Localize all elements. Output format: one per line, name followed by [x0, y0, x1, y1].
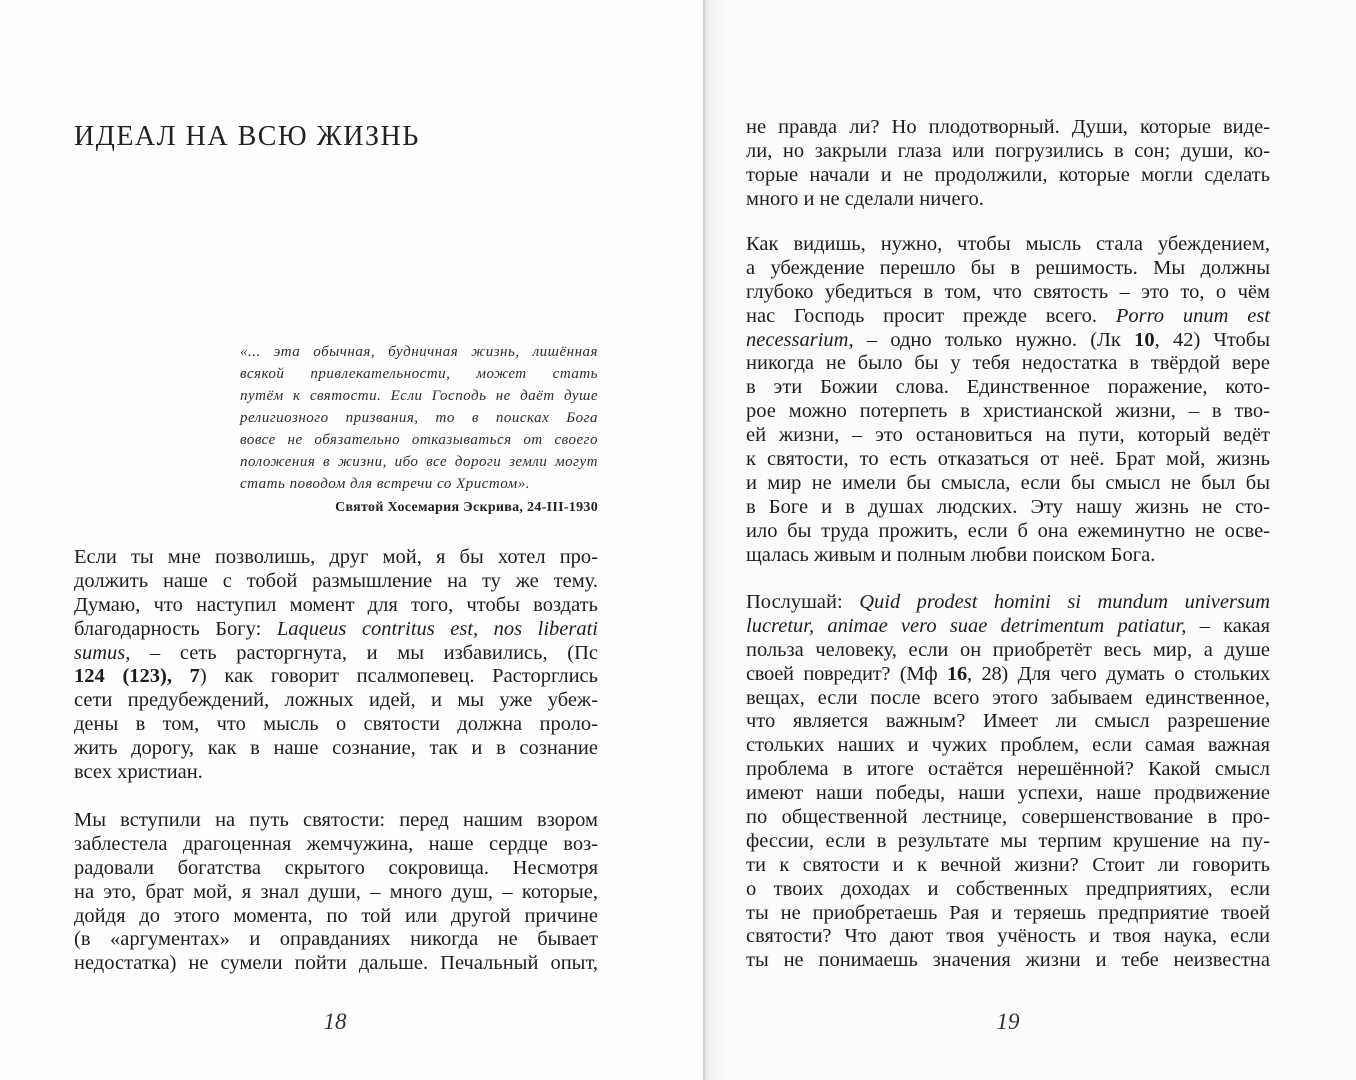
text-line: заблестела драгоценная жемчужина, наше сердце воз-: [74, 832, 598, 855]
epigraph-line: положения в жизни, ибо все дороги земли могут: [240, 454, 598, 470]
text-line: жить дорогу, как в наше сознание, так и в сознание: [74, 737, 598, 760]
text-line: радовали богатства скрытого сокровища. Несмотря: [74, 856, 598, 879]
text-line: а убеждение перешло бы в решимость. Мы должны: [746, 256, 1270, 279]
text-line: Как видишь, нужно, чтобы мысль стала убеждением,: [746, 233, 1270, 255]
text-line: должить наше с тобой размышление на ту же тему.: [74, 569, 598, 592]
text-line: ты не понимаешь значения жизни и тебе неизвестна: [746, 949, 1270, 972]
text-line: рое можно потерпеть в христианской жизни, – в тво-: [746, 400, 1270, 423]
text-segment: – сеть расторгнута, и мы избавились, (Пс: [130, 641, 598, 664]
text-line: всех христиан.: [74, 761, 203, 784]
text-line: по общественной лестнице, совершенствование в про-: [746, 806, 1270, 829]
text-line: в эти Божии слова. Единственное поражение, кото-: [746, 376, 1270, 399]
text-line: в Боге и в душах людских. Эту нашу жизнь не сто-: [746, 495, 1270, 518]
text-line: [746, 663, 1270, 687]
text-line: [74, 642, 598, 666]
epigraph-attribution: Святой Хосемария Эскрива, 24-III-1930: [335, 500, 598, 515]
bible-reference: 124 (123), 7: [74, 665, 200, 688]
text-line: глубоко убедиться в том, что святость – это то, о чём: [746, 280, 1270, 303]
latin-quote: Laqueus contritus est, nos liberati: [276, 617, 599, 640]
text-line: святости? Что дают твоя учёность и твоя наука, если: [746, 925, 1270, 948]
text-line: [746, 591, 1270, 615]
epigraph-line: религиозного призвания, то в поисках Бога: [240, 410, 598, 426]
text-line: ли, но закрыли глаза или погрузились в сон; души, ко-: [746, 139, 1270, 162]
text-segment: – какая: [1186, 614, 1270, 637]
text-line: стольких наших и чужих проблем, если самая важная: [746, 734, 1270, 757]
text-line: ило бы труда прожить, если б она ежеминутно не осве-: [746, 519, 1270, 542]
latin-quote: sumus,: [74, 641, 131, 664]
text-line: польза человеку, если он приобретёт весь мир, а душе: [746, 638, 1270, 661]
epigraph-line: путём к святости. Если Господь не даёт душе: [240, 388, 598, 404]
text-line: не правда ли? Но плодотворный. Души, которые виде-: [746, 116, 1270, 138]
latin-quote: lucretur, animae vero suae detrimentum patiatur,: [746, 614, 1187, 637]
latin-quote: Porro unum est: [1115, 304, 1271, 327]
latin-quote: necessarium,: [746, 328, 854, 351]
text-line: к святости, то есть отказаться от неё. Брат мой, жизнь: [746, 448, 1270, 471]
text-line: Мы вступили на путь святости: перед нашим взором: [74, 809, 598, 831]
text-segment: нас Господь просит прежде всего.: [746, 304, 1116, 327]
text-segment: Послушай:: [746, 591, 860, 613]
text-line: щалась живым и полным любви поиском Бога.: [746, 543, 1156, 566]
text-line: дойдя до этого момента, по той или другой причине: [74, 904, 598, 927]
text-line: (в «аргументах» и оправданиях никогда не бывает: [74, 928, 598, 951]
epigraph-line: стать поводом для встречи со Христом».: [240, 476, 530, 492]
text-line: проблема в итоге остаётся нерешённой? Какой смысл: [746, 758, 1270, 781]
epigraph-line: вовсе не обязательно отказываться от своего: [240, 432, 598, 448]
text-line: вещах, если после всего этого забываем единственное,: [746, 686, 1270, 709]
text-line: ты не приобретаешь Рая и теряешь предприятие твоей: [746, 901, 1270, 924]
text-line: имеют наши победы, наши успехи, наше продвижение: [746, 782, 1270, 805]
text-segment: ) как говорит псалмопевец. Расторглись: [199, 665, 598, 688]
text-line: [74, 665, 598, 689]
paragraph: [746, 591, 1270, 973]
epigraph-line: «... эта обычная, будничная жизнь, лишённая: [240, 344, 598, 360]
text-segment: , 28) Для чего думать о стольких: [966, 662, 1271, 685]
right-page: [705, 0, 1356, 1080]
latin-quote: Quid prodest homini si mundum universum: [859, 591, 1270, 613]
text-line: на это, брат мой, я знал души, – много душ, – которые,: [74, 880, 598, 903]
paragraph: [74, 809, 598, 976]
paragraph: [746, 233, 1270, 567]
text-line: [746, 305, 1270, 329]
text-line: фессии, если в результате мы терпим крушение на пу-: [746, 829, 1270, 852]
text-segment: , 42) Чтобы: [1154, 328, 1270, 351]
text-line: Если ты мне позволишь, друг мой, я бы хотел про-: [74, 546, 598, 568]
text-line: ей жизни, – это остановиться на пути, который ведёт: [746, 424, 1270, 447]
text-line: много и не сделали ничего.: [746, 187, 984, 210]
epigraph: [240, 341, 598, 495]
page-number: 18: [323, 1009, 347, 1034]
text-line: [746, 329, 1270, 353]
text-line: что является важным? Имеет ли смысл разрешение: [746, 710, 1270, 733]
bible-reference: 10: [1134, 328, 1155, 351]
text-line: о твоих доходах и собственных предприятиях, если: [746, 877, 1270, 900]
text-segment: своей повредит? (Мф: [746, 662, 948, 685]
bible-reference: 16: [947, 662, 967, 685]
text-line: никогда не было бы у тебя недостатка в твёрдой вере: [746, 352, 1270, 375]
text-line: ти к святости и к вечной жизни? Стоит ли говорить: [746, 853, 1270, 876]
chapter-title: ИДЕАЛ НА ВСЮ ЖИЗНЬ: [74, 120, 420, 152]
paragraph: [74, 546, 598, 785]
text-line: [746, 615, 1270, 639]
text-segment: благодарность Богу:: [74, 617, 277, 640]
text-line: и мир не имели бы смысла, если бы смысл не был бы: [746, 471, 1270, 494]
paragraph: [746, 116, 1270, 212]
text-line: [74, 618, 598, 642]
page-number: 19: [996, 1009, 1020, 1034]
text-line: торые начали и не продолжили, которые могли сделать: [746, 163, 1270, 186]
text-line: Думаю, что наступил момент для того, чтобы воздать: [74, 593, 598, 616]
text-segment: – одно только нужно. (Лк: [853, 328, 1135, 351]
text-line: дены в том, что мысль о святости должна проло-: [74, 713, 598, 736]
epigraph-line: всякой привлекательности, может стать: [240, 366, 598, 382]
text-line: недостатка) не сумели пойти дальше. Печальный опыт,: [74, 952, 598, 975]
text-line: сети предубеждений, ложных идей, и мы уже убеж-: [74, 689, 598, 712]
